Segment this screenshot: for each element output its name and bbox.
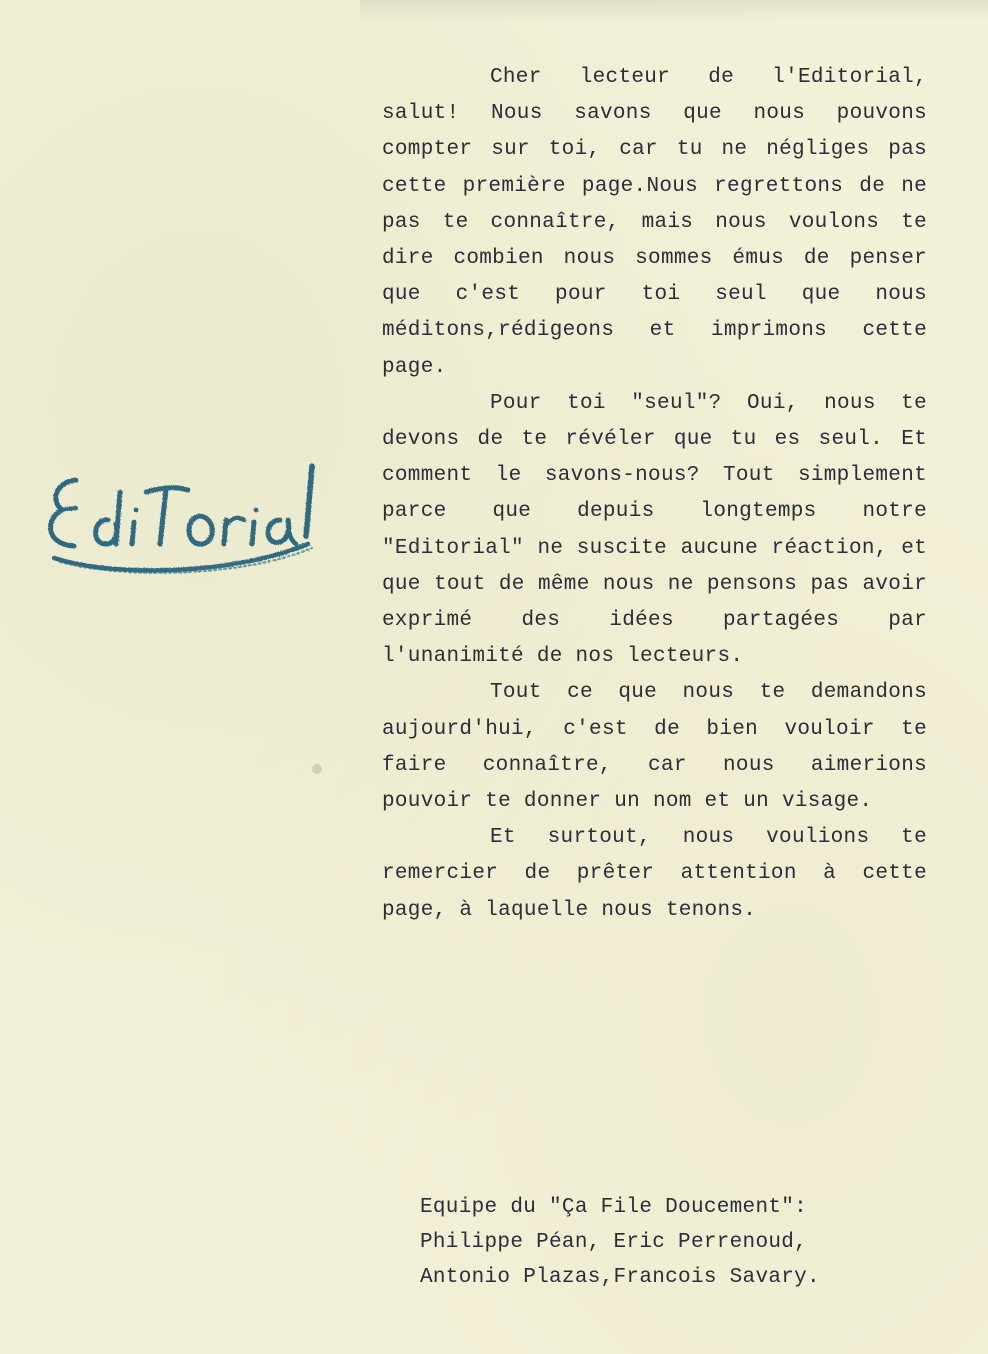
- paragraph-1: Cher lecteur de l'Editorial, salut! Nous savons que nous pouvons compter sur toi, car tu ne négliges pas cette première page.Nous regrettons de ne pas te connaître, mais nous voulons te dire combien nous sommes émus de penser que c'est pour toi seul que nous méditons,rédigeons et imprimons cette page.: [382, 66, 927, 379]
- paragraph-4: Et surtout, nous voulions te remercier de prêter attention à cette page, à laquelle nous tenons.: [382, 826, 927, 922]
- editorial-body: [382, 60, 927, 929]
- signature-block: [420, 1190, 900, 1295]
- signature-team: Equipe du "Ça File Doucement":: [420, 1196, 808, 1219]
- editorial-logo: [36, 440, 336, 590]
- page-edge-shadow: [360, 0, 988, 22]
- signature-names-2: Antonio Plazas,Francois Savary.: [420, 1266, 820, 1289]
- signature-names-1: Philippe Péan, Eric Perrenoud,: [420, 1231, 808, 1254]
- paragraph-2: Pour toi "seul"? Oui, nous te devons de te révéler que tu es seul. Et comment le savons-nous? Tout simplement parce que depuis longtemps notre "Editorial" ne suscite aucune réaction, et que tout de même nous ne pensons pas avoir exprimé des idées partagées par l'unanimité de nos lecteurs.: [382, 391, 927, 669]
- paragraph-3: Tout ce que nous te demandons aujourd'hui, c'est de bien vouloir te faire connaître, car nous aimerions pouvoir te donner un nom et un visage.: [382, 681, 927, 814]
- ink-smudge: [312, 764, 322, 774]
- logo-text: Editorial: [36, 440, 42, 441]
